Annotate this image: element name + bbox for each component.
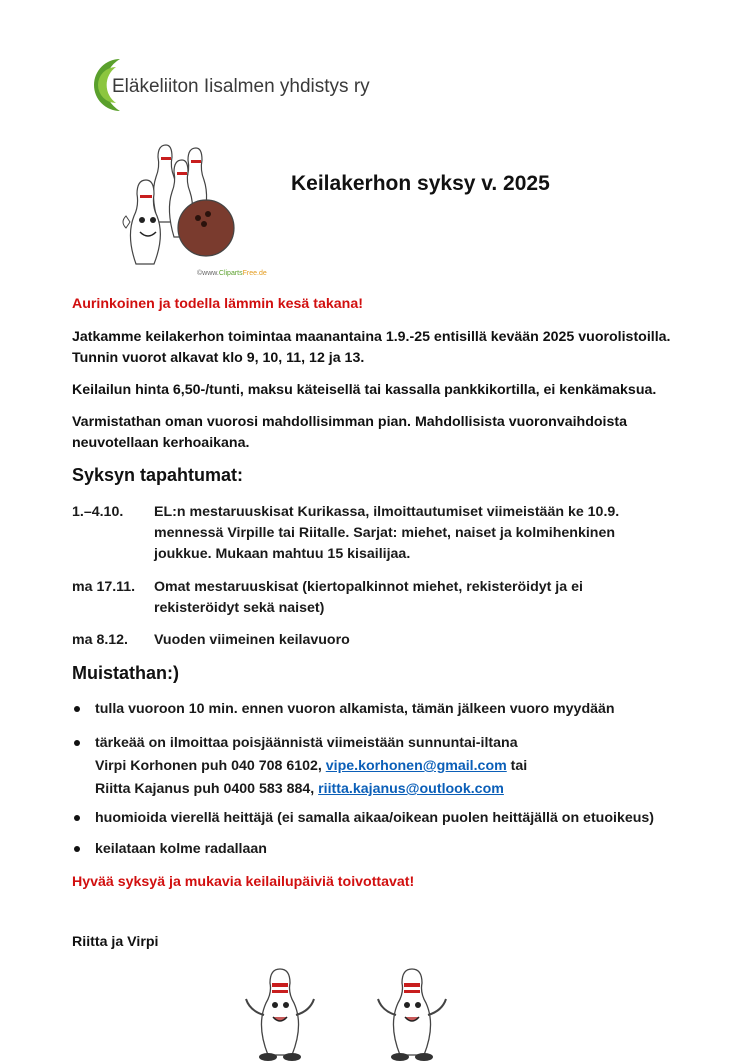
clipart-credit: ©www.ClipartsFree.de — [197, 270, 267, 277]
event-description: EL:n mestaruuskisat Kurikassa, ilmoittautumiset viimeistään ke 10.9. mennessä Virpille tai Riitalle. Sarjat: miehet, naiset ja kolmihenkinen joukkue. Mukaan mahtuu 15 kisailijaa. — [154, 504, 620, 562]
bowling-pin-mascot-icon — [372, 965, 452, 1061]
bullet-dot — [74, 706, 80, 712]
organization-name: Eläkeliiton Iisalmen yhdistys ry — [112, 76, 370, 97]
intro-paragraph-3: Varmistathan oman vuorosi mahdollisimman pian. Mahdollisista vuoronvaihdoista neuvotellaan kerhoaikana. — [72, 414, 628, 451]
event-description: Vuoden viimeinen keilavuoro — [154, 632, 350, 648]
intro-paragraph-2: Keilailun hinta 6,50-/tunti, maksu käteisellä tai kassalla pankkikortilla, ei kenkämaksua. — [72, 382, 657, 398]
bullet-dot — [74, 846, 80, 852]
bullet-dot — [74, 815, 80, 821]
bullet-dot — [74, 740, 80, 746]
email-link-virpi[interactable]: vipe.korhonen@gmail.com — [325, 758, 507, 774]
reminder-item: keilataan kolme radallaan — [95, 841, 267, 857]
greeting-text: Aurinkoinen ja todella lämmin kesä takana! — [72, 296, 363, 312]
events-heading: Syksyn tapahtumat: — [72, 465, 244, 485]
signature: Riitta ja Virpi — [72, 934, 159, 950]
event-date: 1.–4.10. — [72, 504, 124, 520]
contact-virpi: Virpi Korhonen puh 040 708 6102, vipe.korhonen@gmail.com tai — [95, 758, 528, 774]
bowling-pin-mascot-icon — [240, 965, 320, 1061]
reminder-item: tulla vuoroon 10 min. ennen vuoron alkamista, tämän jälkeen vuoro myydään — [95, 701, 615, 717]
reminder-item: huomioida vierellä heittäjä (ei samalla aikaa/oikean puolen heittäjällä on etuoikeus) — [95, 810, 655, 826]
reminder-item: tärkeää on ilmoittaa poisjäännistä viimeistään sunnuntai-iltana — [95, 735, 518, 751]
closing-text: Hyvää syksyä ja mukavia keilailupäiviä toivottavat! — [72, 874, 415, 890]
event-date: ma 8.12. — [72, 632, 129, 648]
event-description: Omat mestaruuskisat (kiertopalkinnot miehet, rekisteröidyt ja ei rekisteröidyt sekä naiset) — [154, 579, 583, 616]
reminders-heading: Muistathan:) — [72, 663, 179, 683]
email-link-riitta[interactable]: riitta.kajanus@outlook.com — [318, 781, 504, 797]
bowling-pins-ball-clipart — [118, 140, 238, 265]
contact-riitta: Riitta Kajanus puh 0400 583 884, riitta.kajanus@outlook.com — [95, 781, 504, 797]
document-title: Keilakerhon syksy v. 2025 — [291, 172, 550, 195]
intro-paragraph-1: Jatkamme keilakerhon toimintaa maanantaina 1.9.-25 entisillä kevään 2025 vuorolistoilla. Tunnin vuorot alkavat klo 9, 10, 11, 12 ja 13. — [72, 329, 671, 366]
event-date: ma 17.11. — [72, 579, 136, 595]
